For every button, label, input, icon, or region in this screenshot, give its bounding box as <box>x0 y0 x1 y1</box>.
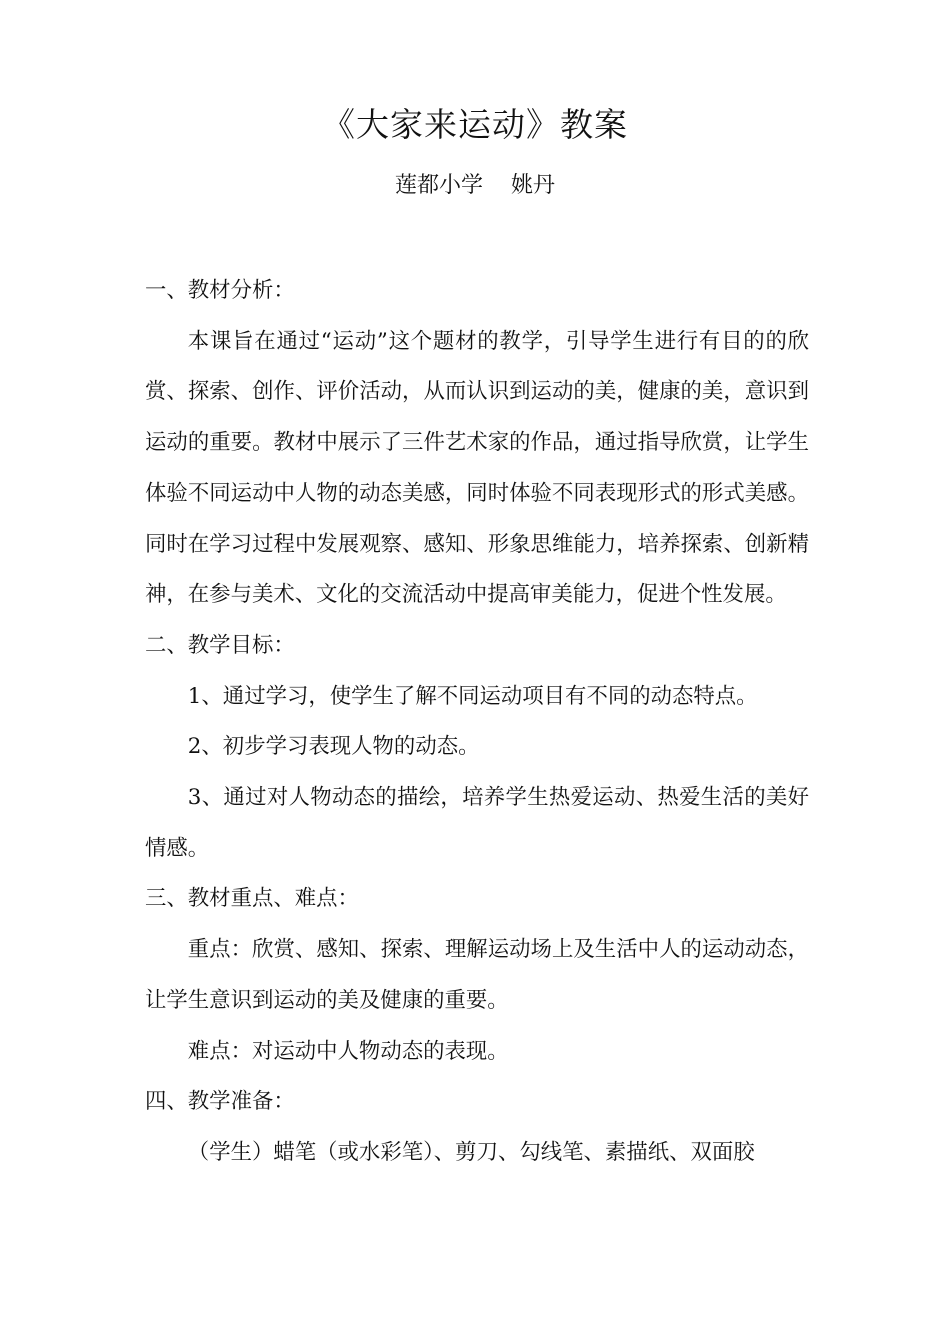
analysis-paragraph: 本课旨在通过“运动”这个题材的教学，引导学生进行有目的的欣赏、探索、创作、评价活动，从而认识到运动的美，健康的美，意识到运动的重要。教材中展示了三件艺术家的作品，通过指导欣赏，让学生体验不同运动中人物的动态美感，同时体验不同表现形式的形式美感。同时在学习过程中发展观察、感知、形象思维能力，培养探索、创新精神，在参与美术、文化的交流活动中提高审美能力，促进个性发展。 <box>145 328 809 608</box>
objective-item-3: 3、通过对人物动态的描绘，培养学生热爱运动、热爱生活的美好情感。 <box>145 785 809 861</box>
section-heading-analysis: 一、教材分析： <box>145 278 295 303</box>
section-heading-preparation: 四、教学准备： <box>145 1089 295 1115</box>
document-title: 《大家来运动》教案 <box>322 105 628 144</box>
key-point-paragraph: 重点：欣赏、感知、探索、理解运动场上及生活中人的运动动态，让学生意识到运动的美及健康的重要。 <box>145 937 809 1013</box>
section-heading-key-points: 三、教材重点、难点： <box>145 886 359 912</box>
preparation-paragraph: （学生）蜡笔（或水彩笔）、剪刀、勾线笔、素描纸、双面胶 <box>187 1139 755 1165</box>
difficulty-paragraph: 难点：对运动中人物动态的表现。 <box>187 1038 509 1064</box>
document-body <box>145 266 809 1179</box>
objective-item-2: 2、初步学习表现人物的动态。 <box>187 734 480 760</box>
author-byline: 莲都小学 姚丹 <box>395 173 555 198</box>
objective-item-1: 1、通过学习，使学生了解不同运动项目有不同的动态特点。 <box>187 683 758 709</box>
section-heading-objectives: 二、教学目标： <box>145 632 295 658</box>
